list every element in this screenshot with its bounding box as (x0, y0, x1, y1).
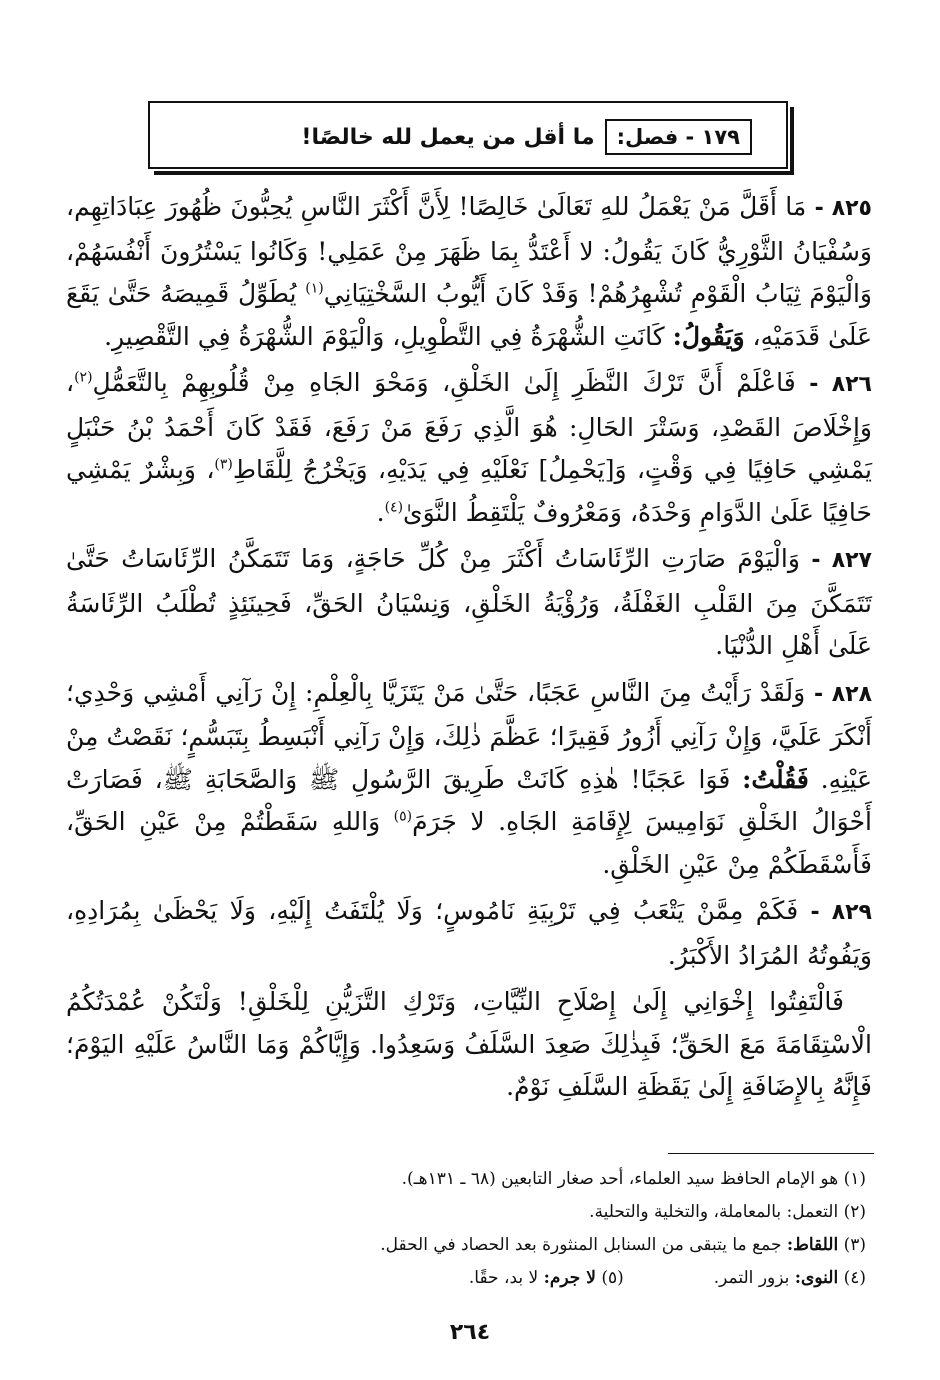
paragraph-number: ٨٢٥ - (814, 196, 872, 221)
footnote-reference: (٣) (214, 456, 233, 473)
footnote-4 (714, 1262, 866, 1295)
footnote-text: التعمل: بالمعاملة، والتخلية والتحلية. (589, 1202, 839, 1222)
footnote-mark: (٥) (601, 1268, 624, 1288)
paragraph (66, 981, 872, 1109)
footnote-mark: (١) (843, 1169, 866, 1189)
footnote-term: اللقاط: (786, 1235, 839, 1255)
paragraph-number: ٨٢٦ - (809, 372, 872, 397)
text-run: مَا أَقَلَّ مَنْ يَعْمَلُ للهِ تَعَالَىٰ خَالِصًا! لِأَنَّ أَكْثَرَ النَّاسِ يُحِبُّونَ ظُهُورَ عِبَادَاتِهِم، وَسُفْيَانُ الثَّوْرِيُّ كَانَ يَقُولُ: لا أَعْتَدُّ بِمَا ظَهَرَ مِنْ عَمَلِي! وَكَانُوا يَسْتُرُونَ أَنْفُسَهُمْ، وَالْيَوْمَ ثِيَابُ الْقَوْمِ تُشْهِرُهُمْ! وَقَدْ كَانَ أَيُّوبُ السَّخْتِيَانِي (66, 192, 872, 308)
body-text (66, 186, 872, 1109)
text-run: فَاعْلَمْ أَنَّ تَرْكَ النَّظَرِ إِلَىٰ الخَلْقِ، وَمَحْوَ الجَاهِ مِنْ قُلُوبِهِمْ بِالتَّعَمُّلِ (92, 368, 810, 397)
text-run: وَاللهِ سَقَطْتُمْ مِنْ عَيْنِ الحَقِّ، فَأَسْقَطَكُمْ مِنْ عَيْنِ الخَلْقِ. (66, 807, 872, 879)
text-run: وَلَقَدْ رَأَيْتُ مِنَ النَّاسِ عَجَبًا، حَتَّىٰ مَنْ يَتَزَيَّا بِالْعِلْمِ: إِنْ رَآنِي أَمْشِي وَحْدِي؛ أَنْكَرَ عَلَيَّ، وَإِنْ رَآنِي أَزُورُ فَقِيرًا؛ عَظَّمَ ذٰلِكَ، وَإِنْ رَآنِي أَنْبَسِطُ بِتَبَسُّمٍ؛ نَقَصْتُ مِنْ عَيْنِهِ. (66, 677, 873, 794)
paragraph (66, 186, 872, 358)
paragraph-number: ٨٢٨ - (814, 681, 873, 707)
emphasis-text: وَيَقُولُ: (672, 321, 745, 351)
footnote-term: لا جرم: (543, 1268, 596, 1288)
text-run: ، وَإِخْلَاصَ القَصْدِ، وَسَتْرَ الحَالِ: هُوَ الَّذِي رَفَعَ مَنْ رَفَعَ، فَقَدْ كَانَ أَحْمَدُ بْنُ حَنْبَلٍ يَمْشِي حَافِيًا فِي وَقْتٍ، وَ[يَحْمِلُ] نَعْلَيْهِ فِي يَدَيْهِ، وَيَخْرُجُ لِلَّقَاطِ (66, 368, 873, 484)
footnotes (66, 1163, 866, 1295)
paragraph-number: ٨٢٧ - (811, 548, 872, 573)
section-title: ما أقل من يعمل لله خالصًا! (301, 124, 595, 150)
page-number: ٢٦٤ (449, 1320, 491, 1345)
paragraph (66, 362, 872, 534)
emphasis-text: فَقُلْتُ: (742, 764, 809, 794)
paragraph-number: ٨٢٩ - (810, 900, 872, 925)
section-heading-box (148, 101, 788, 169)
footnote-term: النوى: (794, 1268, 839, 1288)
footnote-mark: (٤) (843, 1268, 866, 1288)
footnote-text: جمع ما يتبقى من السنابل المنثورة بعد الحصاد في الحقل. (380, 1235, 782, 1255)
footnote-mark: (٢) (843, 1202, 866, 1222)
section-number: ١٧٩ - فصل: (605, 119, 752, 155)
footnote-3 (66, 1229, 866, 1262)
text-run: كَانَتِ الشُّهْرَةُ فِي التَّطْوِيلِ، وَالْيَوْمَ الشُّهْرَةُ فِي التَّقْصِيرِ. (104, 321, 673, 351)
footnote-text: لا بد، حقًا. (468, 1268, 539, 1288)
footnote-reference: (٢) (74, 369, 93, 386)
text-run: فَكَمْ مِمَّنْ يَتْعَبُ فِي تَرْبِيَةِ نَامُوسٍ؛ وَلَا يُلْتَفَتُ إِلَيْهِ، وَلَا يَحْظَىٰ بِمُرَادِهِ، وَيَفُوتُهُ المُرَادُ الأَكْبَرُ. (66, 896, 872, 970)
footnote-reference: (٥) (393, 808, 413, 825)
paragraph (66, 538, 872, 668)
footnote-reference: (١) (305, 280, 324, 297)
footnote-reference: (٤) (384, 499, 404, 516)
text-run: فَوَا عَجَبًا! هٰذِهِ كَانَتْ طَرِيقَ الرَّسُولِ ﷺ وَالصَّحَابَةِ ﷺ، فَصَارَتْ أَحْوَالُ الخَلْقِ نَوَامِيسَ لِإِقَامَةِ الجَاهِ. لا جَرَمَ (66, 764, 872, 836)
text-run: يُطَوِّلُ قَمِيصَهُ حَتَّىٰ يَقَعَ عَلَىٰ قَدَمَيْهِ، (66, 279, 872, 351)
section-heading (210, 117, 752, 157)
footnote-mark: (٣) (843, 1235, 866, 1255)
paragraph (66, 672, 872, 887)
footnote-separator (668, 1153, 874, 1154)
text-run: فَالْتَفِتُوا إِخْوَانِي إِلَىٰ إِصْلَاحِ النِّيَّاتِ، وَتَرْكِ التَّزَيُّنِ لِلْخَلْقِ! وَلْتَكُنْ عُمْدَتُكُمُ الْاسْتِقَامَةَ مَعَ الحَقِّ؛ فَبِذٰلِكَ صَعِدَ السَّلَفُ وَسَعِدُوا. وَإِيَّاكُمْ وَمَا النَّاسُ عَلَيْهِ اليَوْمَ؛ فَإِنَّهُ بِالإِضَافَةِ إِلَىٰ يَقَظَةِ السَّلَفِ نَوْمٌ. (66, 987, 872, 1101)
footnote-row-4-5 (66, 1262, 866, 1295)
text-run: وَالْيَوْمَ صَارَتِ الرِّئَاسَاتُ أَكْثَرَ مِنْ كُلِّ حَاجَةٍ، وَمَا تَتَمَكَّنُ الرِّئَاسَاتُ حَتَّىٰ تَتَمَكَّنَ مِنَ القَلْبِ الغَفْلَةُ، وَرُؤْيَةُ الخَلْقِ، وَنِسْيَانُ الحَقِّ، فَحِينَئِذٍ تُطْلَبُ الرِّئَاسَةُ عَلَىٰ أَهْلِ الدُّنْيَا. (66, 544, 872, 660)
footnote-text: بزور التمر. (713, 1268, 790, 1288)
footnote-1 (66, 1163, 866, 1196)
footnote-2 (66, 1196, 866, 1229)
footnote-5 (469, 1262, 624, 1295)
text-run: . (376, 497, 385, 527)
text-run: ، وَبِشْرٌ يَمْشِي حَافِيًا عَلَىٰ الدَّوَامِ وَحْدَهُ، وَمَعْرُوفٌ يَلْتَقِطُ النَّوَىٰ (66, 455, 872, 527)
paragraph (66, 890, 872, 977)
footnote-text: هو الإمام الحافظ سيد العلماء، أحد صغار التابعين (٦٨ ـ ١٣١هـ). (401, 1169, 839, 1189)
